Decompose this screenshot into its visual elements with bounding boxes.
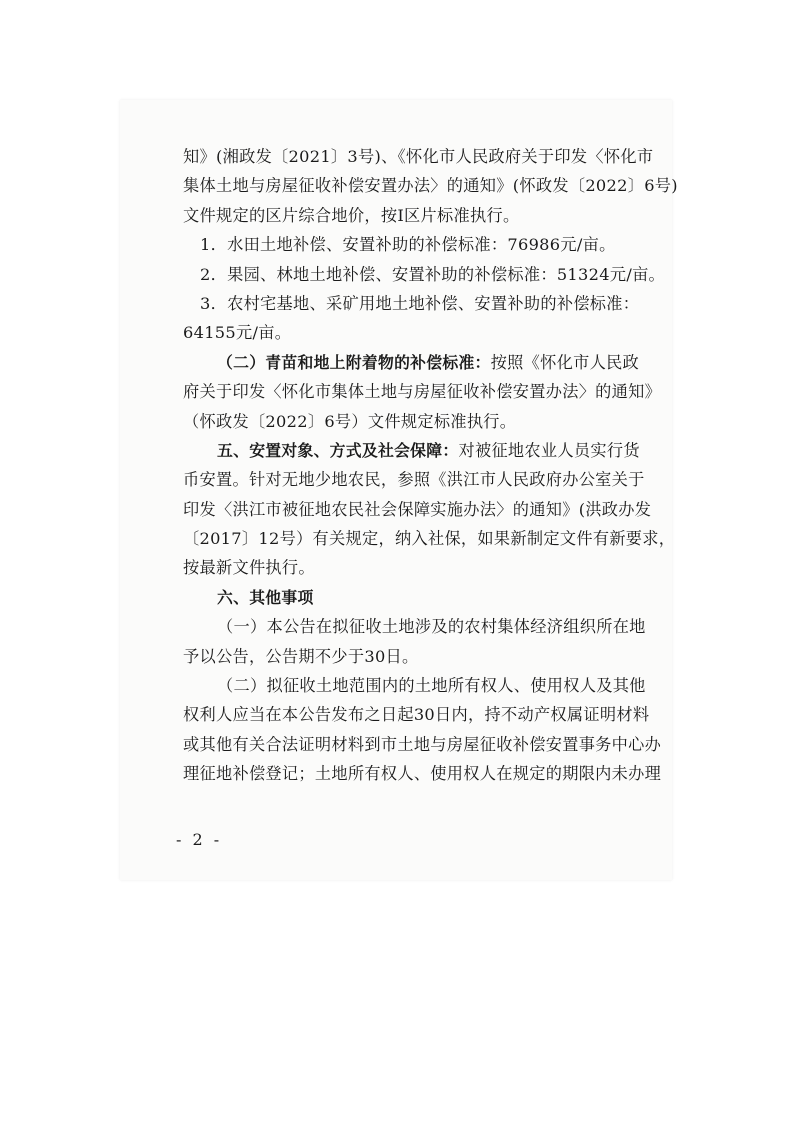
section-heading: （二）青苗和地上附着物的补偿标准： xyxy=(217,352,491,372)
list-item: 1．水田土地补偿、安置补助的补偿标准：76986元/亩。 xyxy=(200,235,616,255)
paragraph-line xyxy=(183,348,640,377)
text-line: 币安置。针对无地少地农民，参照《洪江市人民政府办公室关于 xyxy=(183,470,645,490)
section-heading: 六、其他事项 xyxy=(217,587,314,607)
paragraph-text: 按照《怀化市人民政 xyxy=(490,352,640,372)
text-line: 64155元/亩。 xyxy=(183,323,292,343)
page-number: - 2 - xyxy=(176,830,223,849)
text-line: 理征地补偿登记；土地所有权人、使用权人在规定的期限内未办理 xyxy=(183,764,662,784)
text-line: （怀政发〔2022〕6号）文件规定标准执行。 xyxy=(183,411,517,431)
text-line: （二）拟征收土地范围内的土地所有权人、使用权人及其他 xyxy=(217,676,646,696)
text-line: 〔2017〕12号）有关规定，纳入社保，如果新制定文件有新要求， xyxy=(183,529,676,549)
text-line: 或其他有关合法证明材料到市土地与房屋征收补偿安置事务中心办 xyxy=(183,734,662,754)
list-item: 3．农村宅基地、采矿用地土地补偿、安置补助的补偿标准： xyxy=(200,293,640,313)
text-line: 知》(湘政发〔2021〕3号)、《怀化市人民政府关于印发〈怀化市 xyxy=(183,147,654,166)
text-line: 府关于印发〈怀化市集体土地与房屋征收补偿安置办法〉的通知》 xyxy=(183,382,662,402)
paragraph-text: 对被征地农业人员实行货 xyxy=(458,440,640,460)
section-heading: 五、安置对象、方式及社会保障： xyxy=(217,440,459,460)
text-line: 印发〈洪江市被征地农民社会保障实施办法〉的通知》(洪政办发 xyxy=(183,499,652,519)
text-line: 集体土地与房屋征收补偿安置办法〉的通知》(怀政发〔2022〕6号) xyxy=(183,176,678,196)
list-item: 2．果园、林地土地补偿、安置补助的补偿标准：51324元/亩。 xyxy=(200,264,666,284)
text-line: 权利人应当在本公告发布之日起30日内，持不动产权属证明材料 xyxy=(183,705,650,725)
text-line: （一）本公告在拟征收土地涉及的农村集体经济组织所在地 xyxy=(217,617,646,637)
text-line: 予以公告，公告期不少于30日。 xyxy=(183,646,419,666)
text-line: 按最新文件执行。 xyxy=(183,558,315,578)
paragraph-line xyxy=(183,436,640,465)
text-line: 文件规定的区片综合地价，按Ⅰ区片标准执行。 xyxy=(183,205,520,225)
document-body xyxy=(183,142,678,789)
